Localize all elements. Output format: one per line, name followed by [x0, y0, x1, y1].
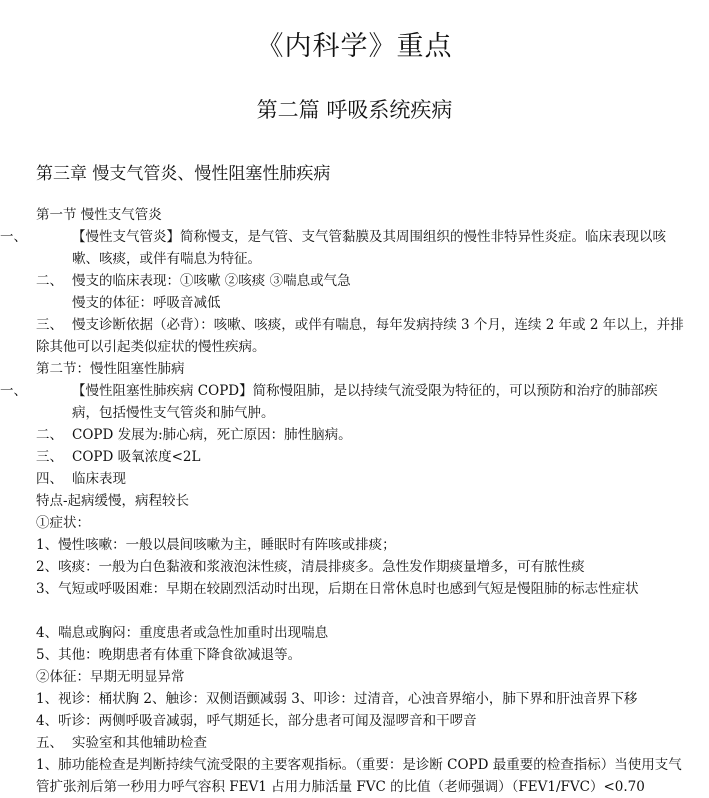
item-number: 三、 [36, 449, 63, 465]
symptom-line: 3、气短或呼吸困难：早期在较剧烈活动时出现，后期在日常休息时也感到气短是慢阻肺的标志性症状 [36, 581, 639, 597]
paragraph-line: ①症状： [36, 515, 90, 531]
paragraph-subline: 慢支的体征：呼吸音减低 [72, 295, 221, 311]
lab-line: 1、肺功能检查是判断持续气流受限的主要客观指标。（重要：是诊断 COPD 最重要的检查指标）当使用支气管扩张剂后第一秒用力呼气容积 FEV1 占用力肺活量 FVC 的比值（老师强调）（FEV1/FVC）<0.70 [36, 757, 682, 795]
paragraph-item [36, 468, 684, 490]
item-number: 三、 [36, 317, 63, 333]
item-number: 五、 [36, 735, 63, 751]
sign-line: 4、听诊：两侧呼吸音减弱，呼气期延长，部分患者可闻及湿啰音和干啰音 [36, 713, 477, 729]
item-number: 二、 [36, 427, 63, 443]
chapter-heading: 第三章 慢支气管炎、慢性阻塞性肺疾病 [36, 164, 331, 184]
item-text: 实验室和其他辅助检查 [72, 735, 207, 751]
paragraph-item [36, 270, 684, 292]
symptom-line: 2、咳痰：一般为白色黏液和浆液泡沫性痰，清晨排痰多。急性发作期痰量增多，可有脓性痰 [36, 559, 585, 575]
item-text: 慢支的临床表现：①咳嗽 ②咳痰 ③喘息或气急 [72, 273, 351, 289]
paragraph-item [36, 446, 684, 468]
item-number: 二、 [36, 273, 63, 289]
paragraph-line: 特点-起病缓慢，病程较长 [36, 493, 190, 509]
item-text: 临床表现 [72, 471, 126, 487]
symptom-line: 1、慢性咳嗽：一般以晨间咳嗽为主，睡眠时有阵咳或排痰； [36, 537, 396, 553]
symptom-line: 4、喘息或胸闷：重度患者或急性加重时出现喘息 [36, 625, 329, 641]
section-heading-2: 第二节：慢性阻塞性肺病 [36, 361, 185, 377]
item-text: 慢支诊断依据（必背）：咳嗽、咳痰，或伴有喘息，每年发病持续 3 个月，连续 2 年或 2 年以上，并排除其他可以引起类似症状的慢性疾病。 [36, 317, 684, 355]
document-title: 《内科学》重点 [256, 31, 453, 62]
item-text: COPD 吸氧浓度<2L [72, 449, 201, 465]
paragraph-item [36, 424, 684, 446]
item-text: COPD 发展为:肺心病，死亡原因：肺性脑病。 [72, 427, 352, 443]
item-number: 一、 [0, 383, 27, 399]
paragraph-item [36, 314, 684, 358]
paragraph-item [0, 226, 684, 270]
paragraph-item [36, 732, 684, 754]
sign-heading: ②体征：早期无明显异常 [36, 669, 185, 685]
item-number: 四、 [36, 471, 63, 487]
symptom-line: 5、其他：晚期患者有体重下降食欲减退等。 [36, 647, 302, 663]
document-body [0, 204, 684, 798]
item-text: 【慢性阻塞性肺疾病 COPD】简称慢阻肺，是以持续气流受限为特征的，可以预防和治疗的肺部疾病，包括慢性支气管炎和肺气肿。 [72, 383, 658, 421]
item-number: 一、 [0, 229, 27, 245]
paragraph-item [0, 380, 684, 424]
section-heading-1: 第一节 慢性支气管炎 [36, 207, 162, 223]
sign-line: 1、视诊：桶状胸 2、触诊：双侧语颤减弱 3、叩诊：过清音，心浊音界缩小，肺下界和肝浊音界下移 [36, 691, 638, 707]
item-text: 【慢性支气管炎】简称慢支，是气管、支气管黏膜及其周围组织的慢性非特异性炎症。临床表现以咳嗽、咳痰，或伴有喘息为特征。 [72, 229, 666, 267]
part-heading: 第二篇 呼吸系统疾病 [256, 98, 453, 122]
